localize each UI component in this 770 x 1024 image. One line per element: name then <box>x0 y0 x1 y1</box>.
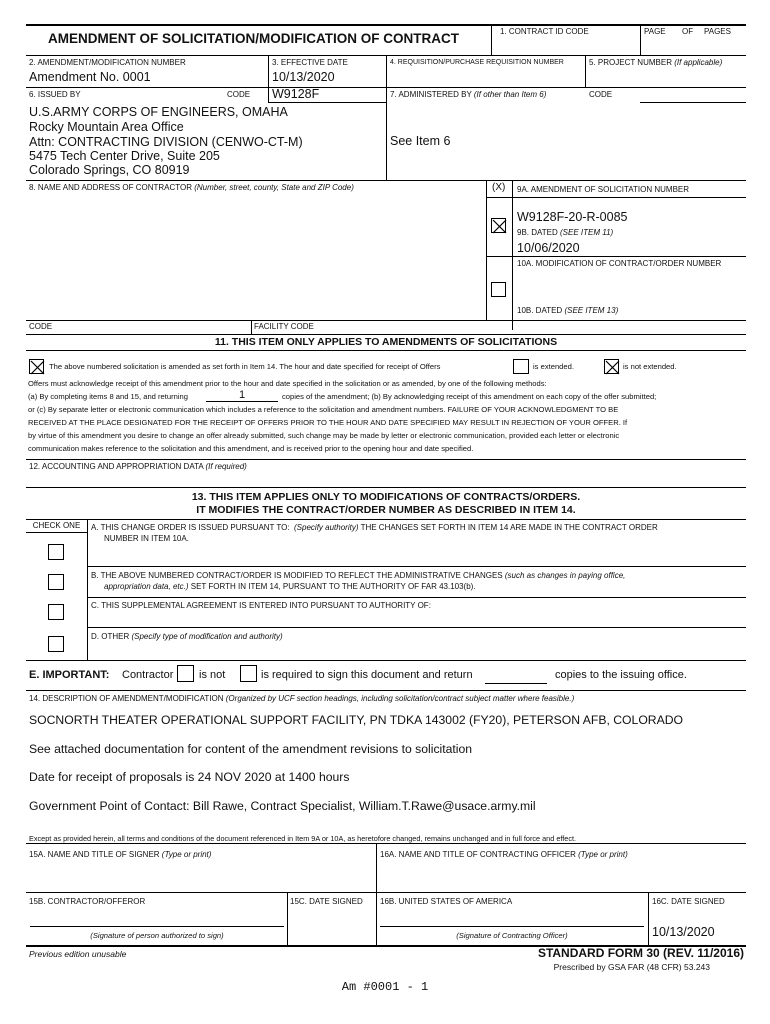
item13d-line <box>91 632 283 642</box>
date-16c-value: 10/13/2020 <box>652 925 715 939</box>
divider <box>386 55 387 180</box>
dated-10b-label <box>517 306 618 316</box>
pages-label: PAGES <box>704 27 731 36</box>
important-is-required: is required to sign this document and return <box>261 669 473 681</box>
rule <box>486 197 746 198</box>
amendment-number-value: Amendment No. 0001 <box>29 70 151 84</box>
sig-line-15 <box>30 926 284 927</box>
item13a-post: THE CHANGES SET FORTH IN ITEM 14 ARE MADE IN THE CONTRACT ORDER <box>360 523 658 532</box>
contractor-label-text: 8. NAME AND ADDRESS OF CONTRACTOR <box>29 183 192 192</box>
administered-by-text: 7. ADMINISTERED BY <box>390 90 472 99</box>
amendment-solicitation-label: 9A. AMENDMENT OF SOLICITATION NUMBER <box>517 185 690 194</box>
checkbox-13c[interactable] <box>48 604 64 620</box>
divider <box>585 55 586 88</box>
modification-10a-label: 10A. MODIFICATION OF CONTRACT/ORDER NUMBER <box>517 259 722 268</box>
item13b-qualifier: (such as changes in paying office, <box>504 571 626 580</box>
dated-9b-label <box>517 228 613 238</box>
divider <box>87 519 88 660</box>
item13-title-2: IT MODIFIES THE CONTRACT/ORDER NUMBER AS DESCRIBED IN ITEM 14. <box>196 504 576 516</box>
form-title: AMENDMENT OF SOLICITATION/MODIFICATION OF CONTRACT <box>48 31 459 46</box>
item13b-post: SET FORTH IN ITEM 14, PURSUANT TO THE AUTHORITY OF FAR 43.103(b). <box>190 582 476 591</box>
sig-line-16 <box>380 926 644 927</box>
label-15a-text: 15A. NAME AND TITLE OF SIGNER <box>29 850 160 859</box>
page-label: PAGE <box>644 27 666 36</box>
amendment-number-label: 2. AMENDMENT/MODIFICATION NUMBER <box>29 58 186 67</box>
divider <box>648 892 649 946</box>
contract-id-label: 1. CONTRACT ID CODE <box>500 27 589 36</box>
checkbox-extended[interactable] <box>513 359 529 374</box>
contractor-code-label: CODE <box>29 322 53 331</box>
rule <box>26 892 746 893</box>
item13a-pre: A. THIS CHANGE ORDER IS ISSUED PURSUANT TO: <box>91 523 290 532</box>
item11-para-2a: (a) By completing items 8 and 15, and returning <box>28 392 188 401</box>
item13-title-1: 13. THIS ITEM APPLIES ONLY TO MODIFICATIONS OF CONTRACTS/ORDERS. <box>191 491 581 503</box>
checkmark-x-icon <box>605 360 620 375</box>
project-number-label <box>589 58 722 68</box>
issuer-line-3: Attn: CONTRACTING DIVISION (CENWO-CT-M) <box>29 135 303 149</box>
item12-qualifier: (If required) <box>205 462 247 471</box>
item14-line-2: See attached documentation for content of the amendment revisions to solicitation <box>29 742 473 756</box>
signature-16-caption: (Signature of Contracting Officer) <box>456 931 568 940</box>
checkbox-not-extended-checked[interactable] <box>604 359 619 374</box>
x-column-label: (X) <box>492 182 506 193</box>
item11-statement: The above numbered solicitation is amended as set forth in Item 14. The hour and date specified for receipt of Offers <box>49 362 441 371</box>
issued-code-value: W9128F <box>272 87 320 101</box>
dated-9b-qualifier: (SEE ITEM 11) <box>559 228 614 237</box>
previous-edition: Previous edition unusable <box>29 949 127 959</box>
dated-9b-text: 9B. DATED <box>517 228 558 237</box>
administered-code-label: CODE <box>589 90 613 99</box>
item11-para-2b: copies of the amendment; (b) By acknowledging receipt of this amendment on each copy of the offer submitted; <box>282 392 657 401</box>
item12-text: 12. ACCOUNTING AND APPROPRIATION DATA <box>29 462 204 471</box>
label-16a-qualifier: (Type or print) <box>578 850 628 859</box>
dated-10b-text: 10B. DATED <box>517 306 563 315</box>
rule <box>26 320 746 321</box>
rule <box>26 350 746 351</box>
item13a-qualifier: (Specify authority) <box>294 523 359 532</box>
facility-code-label: FACILITY CODE <box>254 322 314 331</box>
rule <box>640 102 746 103</box>
rule <box>87 597 746 598</box>
divider <box>268 55 269 102</box>
item13b-line-2 <box>104 582 476 592</box>
divider <box>486 180 487 320</box>
item11-para-1: Offers must acknowledge receipt of this amendment prior to the hour and date specified in the solicitation or as amended, by one of the following methods: <box>28 379 547 388</box>
issuer-line-2: Rocky Mountain Area Office <box>29 120 184 134</box>
except-text: Except as provided herein, all terms and conditions of the document referenced in Item 9A or 10A, as heretofore changed, remains unchanged and in full force and effect. <box>29 834 577 843</box>
extended-label: is extended. <box>533 362 574 371</box>
rule <box>26 334 746 335</box>
top-border <box>26 24 746 26</box>
item13a-line-1 <box>91 523 658 533</box>
copies-underline <box>206 401 278 402</box>
checkbox-is-required[interactable] <box>240 665 257 682</box>
rule <box>26 87 746 88</box>
administered-by-value: See Item 6 <box>390 134 451 148</box>
rule <box>268 102 386 103</box>
standard-form-number: STANDARD FORM 30 (REV. 11/2016) <box>537 946 744 960</box>
label-16a-text: 16A. NAME AND TITLE OF CONTRACTING OFFICER <box>380 850 576 859</box>
page-identifier: Am #0001 - 1 <box>341 980 429 994</box>
checkmark-x-icon <box>492 219 507 234</box>
effective-date-value: 10/13/2020 <box>272 70 335 84</box>
divider <box>491 24 492 55</box>
of-label: OF <box>682 27 694 36</box>
item11-para-4: RECEIVED AT THE PLACE DESIGNATED FOR THE RECEIPT OF OFFERS PRIOR TO THE HOUR AND DATE SPECIFIED MAY RESULT IN REJECTION OF YOUR OFFER. If <box>28 418 628 427</box>
label-15b: 15B. CONTRACTOR/OFFEROR <box>29 897 146 906</box>
important-label: E. IMPORTANT: <box>29 669 110 681</box>
item13d-pre: D. OTHER <box>91 632 130 641</box>
rule <box>26 180 746 181</box>
checkbox-13a[interactable] <box>48 544 64 560</box>
dated-9b-value: 10/06/2020 <box>517 241 580 255</box>
dated-10b-qualifier: (SEE ITEM 13) <box>564 306 619 315</box>
project-number-qualifier: (If applicable) <box>674 58 723 67</box>
issuer-line-1: U.S.ARMY CORPS OF ENGINEERS, OMAHA <box>29 105 288 119</box>
item13b-qualifier-2: appropriation data, etc.) <box>104 582 189 591</box>
checkbox-item11-amended[interactable] <box>29 359 44 374</box>
not-extended-label: is not extended. <box>623 362 677 371</box>
checkmark-x-icon <box>30 360 45 375</box>
checkbox-13d[interactable] <box>48 636 64 652</box>
administered-by-label <box>390 90 546 100</box>
label-15a-qualifier: (Type or print) <box>161 850 212 859</box>
issuer-line-4: 5475 Tech Center Drive, Suite 205 <box>29 149 220 163</box>
divider <box>640 24 641 55</box>
rule <box>26 459 746 460</box>
issuer-line-5: Colorado Springs, CO 80919 <box>29 163 190 177</box>
item14-qualifier: (Organized by UCF section headings, including solicitation/contract subject matter where feasible.) <box>225 694 575 703</box>
rule <box>87 566 746 567</box>
administered-by-qualifier: (If other than Item 6) <box>473 90 547 99</box>
contractor-label-qualifier: (Number, street, county, State and ZIP Code) <box>194 183 354 192</box>
copies-value: 1 <box>238 389 246 401</box>
rule <box>26 487 746 488</box>
rule <box>87 627 746 628</box>
item13b-pre: B. THE ABOVE NUMBERED CONTRACT/ORDER IS MODIFIED TO REFLECT THE ADMINISTRATIVE CHANGES <box>91 571 503 580</box>
item11-para-6: communication makes reference to the solicitation and this amendment, and is received prior to the opening hour and date specified. <box>28 444 474 453</box>
divider <box>251 320 252 334</box>
label-15a <box>29 850 211 860</box>
checkbox-10a[interactable] <box>491 282 506 297</box>
item12-label <box>29 462 247 472</box>
label-16c: 16C. DATE SIGNED <box>652 897 725 906</box>
copies-blank[interactable] <box>485 683 547 684</box>
divider <box>512 180 513 330</box>
divider <box>376 843 377 946</box>
item14-line-3: Date for receipt of proposals is 24 NOV 2020 at 1400 hours <box>29 770 350 784</box>
label-16a <box>380 850 628 860</box>
item13c-line: C. THIS SUPPLEMENTAL AGREEMENT IS ENTERED INTO PURSUANT TO AUTHORITY OF: <box>91 601 431 610</box>
important-is-not: is not <box>199 669 226 681</box>
signature-15-caption: (Signature of person authorized to sign) <box>90 931 224 940</box>
label-16b: 16B. UNITED STATES OF AMERICA <box>380 897 513 906</box>
rule <box>26 519 746 520</box>
item13b-line-1 <box>91 571 625 581</box>
contractor-label <box>29 183 354 193</box>
item14-line-1: SOCNORTH THEATER OPERATIONAL SUPPORT FACILITY, PN TDKA 143002 (FY20), PETERSON AFB, COLORADO <box>29 713 684 727</box>
item13a-line-2: NUMBER IN ITEM 10A. <box>104 534 189 543</box>
rule <box>26 843 746 844</box>
item11-para-5: by virtue of this amendment you desire to change an offer already submitted, such change may be made by letter or electronic communication, provided each letter or electronic <box>28 431 620 440</box>
issued-code-label: CODE <box>227 90 251 99</box>
item14-text: 14. DESCRIPTION OF AMENDMENT/MODIFICATION <box>29 694 224 703</box>
issued-by-label: 6. ISSUED BY <box>29 90 81 99</box>
rule <box>26 660 746 661</box>
effective-date-label: 3. EFFECTIVE DATE <box>272 58 348 67</box>
checkbox-9a-checked[interactable] <box>491 218 506 233</box>
item13d-qualifier: (Specify type of modification and authority) <box>131 632 283 641</box>
divider <box>287 892 288 946</box>
important-contractor: Contractor <box>122 669 174 681</box>
item11-para-3: or (c) By separate letter or electronic communication which includes a reference to the solicitation and amendment numbers. FAILURE OF YOUR ACKNOWLEDGMENT TO BE <box>28 405 619 414</box>
prescribed-by: Prescribed by GSA FAR (48 CFR) 53.243 <box>553 962 710 972</box>
label-15c: 15C. DATE SIGNED <box>290 897 363 906</box>
rule <box>26 690 746 691</box>
item14-label <box>29 694 574 704</box>
check-one-label: CHECK ONE <box>26 521 87 533</box>
item14-line-4: Government Point of Contact: Bill Rawe, Contract Specialist, William.T.Rawe@usace.army.mil <box>29 799 536 813</box>
amendment-solicitation-value: W9128F-20-R-0085 <box>517 210 628 224</box>
item11-title: 11. THIS ITEM ONLY APPLIES TO AMENDMENTS OF SOLICITATIONS <box>214 336 558 348</box>
important-copies: copies to the issuing office. <box>555 669 687 681</box>
checkbox-13b[interactable] <box>48 574 64 590</box>
project-number-text: 5. PROJECT NUMBER <box>589 58 672 67</box>
checkbox-is-not[interactable] <box>177 665 194 682</box>
requisition-label: 4. REQUISITION/PURCHASE REQUISITION NUMBER <box>390 59 564 66</box>
rule <box>486 256 746 257</box>
